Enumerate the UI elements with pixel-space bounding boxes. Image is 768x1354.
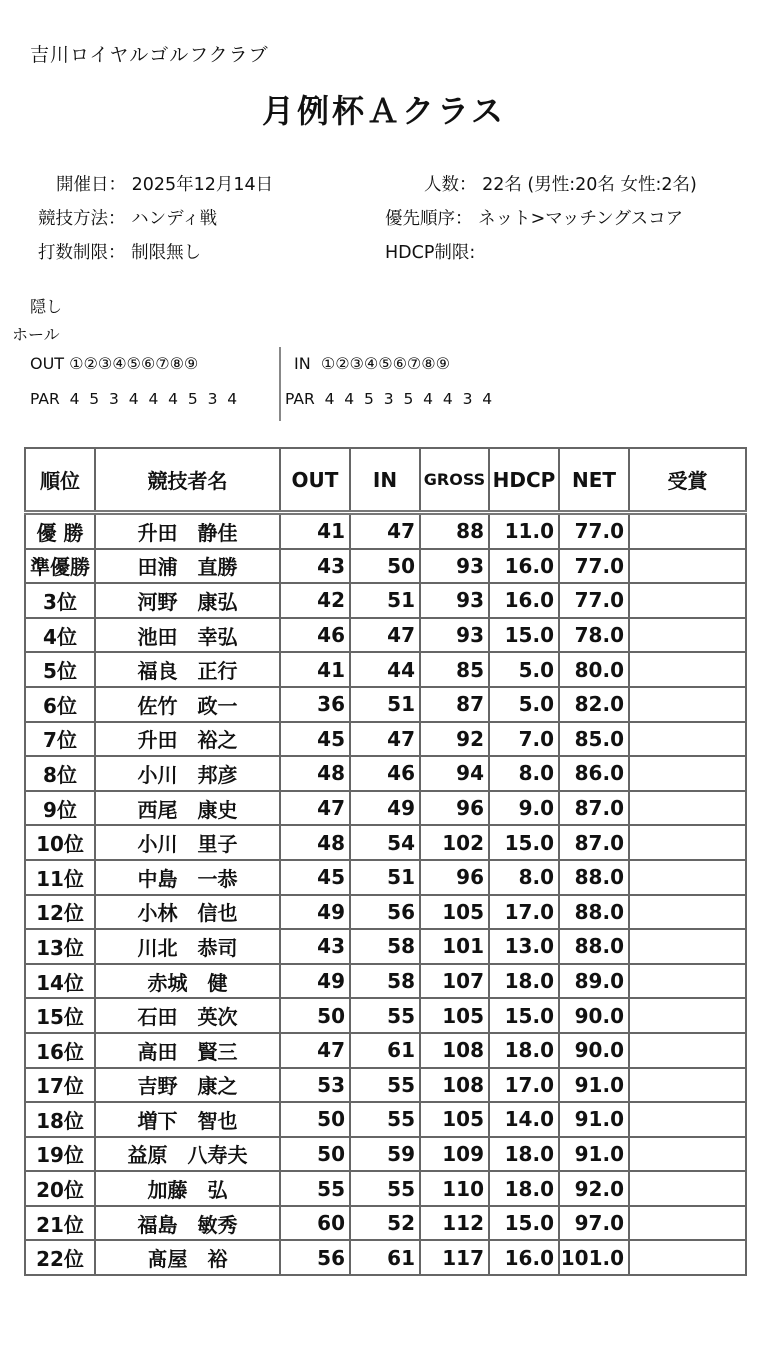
cell-name: 池田 幸弘 — [95, 618, 280, 653]
count-label: 人数： — [424, 175, 477, 195]
cell-net: 82.0 — [559, 687, 629, 722]
limit-label: 打数制限： — [38, 243, 126, 263]
cell-hdcp: 15.0 — [489, 825, 559, 860]
cell-out: 42 — [280, 583, 350, 618]
method-row — [38, 205, 217, 230]
cell-award — [629, 756, 746, 791]
cell-name: 小川 里子 — [95, 825, 280, 860]
cell-out: 41 — [280, 652, 350, 687]
table-row — [25, 1137, 746, 1172]
cell-net: 89.0 — [559, 964, 629, 999]
limit-row — [38, 239, 201, 264]
cell-gross: 85 — [420, 652, 489, 687]
table-row — [25, 1240, 746, 1275]
cell-net: 87.0 — [559, 825, 629, 860]
cell-name: 佐竹 政一 — [95, 687, 280, 722]
cell-award — [629, 998, 746, 1033]
date-value: 2025年12月14日 — [131, 175, 274, 195]
cell-hdcp: 18.0 — [489, 1171, 559, 1206]
cell-hdcp: 11.0 — [489, 513, 559, 549]
cell-hdcp: 15.0 — [489, 1206, 559, 1241]
cell-gross: 102 — [420, 825, 489, 860]
cell-award — [629, 1068, 746, 1103]
cell-in: 44 — [350, 652, 420, 687]
cell-net: 101.0 — [559, 1240, 629, 1275]
cell-name: 石田 英次 — [95, 998, 280, 1033]
header-in: IN — [350, 448, 420, 513]
cell-out: 48 — [280, 825, 350, 860]
cell-hdcp: 8.0 — [489, 860, 559, 895]
cell-name: 小川 邦彦 — [95, 756, 280, 791]
count-value: 22名 (男性:20名 女性:2名) — [482, 175, 697, 195]
table-row — [25, 929, 746, 964]
cell-gross: 105 — [420, 1102, 489, 1137]
header-rank: 順位 — [25, 448, 95, 513]
priority-label: 優先順序： — [385, 209, 473, 229]
cell-net: 77.0 — [559, 513, 629, 549]
cell-rank: 優 勝 — [25, 513, 95, 549]
cell-rank: 4位 — [25, 618, 95, 653]
cell-hdcp: 8.0 — [489, 756, 559, 791]
hdcp-limit-row — [385, 239, 475, 264]
header-out: OUT — [280, 448, 350, 513]
table-row — [25, 964, 746, 999]
out-holes-row: OUT ①②③④⑤⑥⑦⑧⑨ — [30, 354, 199, 373]
cell-in: 49 — [350, 791, 420, 826]
cell-in: 52 — [350, 1206, 420, 1241]
cell-award — [629, 1206, 746, 1241]
table-row — [25, 1171, 746, 1206]
cell-in: 51 — [350, 687, 420, 722]
table-row — [25, 1033, 746, 1068]
cell-name: 川北 恭司 — [95, 929, 280, 964]
cell-name: 升田 静佳 — [95, 513, 280, 549]
cell-gross: 96 — [420, 860, 489, 895]
cell-in: 54 — [350, 825, 420, 860]
cell-gross: 108 — [420, 1033, 489, 1068]
cell-name: 加藤 弘 — [95, 1171, 280, 1206]
cell-in: 55 — [350, 1068, 420, 1103]
cell-gross: 92 — [420, 722, 489, 757]
cell-name: 吉野 康之 — [95, 1068, 280, 1103]
cell-out: 47 — [280, 1033, 350, 1068]
cell-award — [629, 513, 746, 549]
cell-gross: 108 — [420, 1068, 489, 1103]
table-row — [25, 722, 746, 757]
method-label: 競技方法： — [38, 209, 126, 229]
cell-name: 益原 八寿夫 — [95, 1137, 280, 1172]
cell-net: 97.0 — [559, 1206, 629, 1241]
cell-net: 88.0 — [559, 895, 629, 930]
in-par-row: PAR 4 4 5 3 5 4 4 3 4 — [285, 390, 493, 408]
cell-hdcp: 16.0 — [489, 1240, 559, 1275]
cell-rank: 20位 — [25, 1171, 95, 1206]
hidden-holes-label-1: 隠し — [30, 297, 63, 316]
cell-rank: 準優勝 — [25, 549, 95, 584]
cell-in: 61 — [350, 1033, 420, 1068]
cell-name: 河野 康弘 — [95, 583, 280, 618]
header-gross: GROSS — [420, 448, 489, 513]
cell-in: 51 — [350, 860, 420, 895]
cell-gross: 109 — [420, 1137, 489, 1172]
cell-rank: 13位 — [25, 929, 95, 964]
cell-gross: 112 — [420, 1206, 489, 1241]
table-row — [25, 1206, 746, 1241]
cell-name: 西尾 康史 — [95, 791, 280, 826]
cell-out: 45 — [280, 860, 350, 895]
cell-gross: 105 — [420, 895, 489, 930]
page-title: 月例杯Ａクラス — [261, 92, 507, 130]
table-row — [25, 756, 746, 791]
holes-divider — [279, 347, 281, 421]
cell-hdcp: 17.0 — [489, 895, 559, 930]
cell-gross: 101 — [420, 929, 489, 964]
cell-rank: 12位 — [25, 895, 95, 930]
cell-award — [629, 895, 746, 930]
table-header-row — [25, 448, 746, 513]
cell-out: 41 — [280, 513, 350, 549]
cell-out: 45 — [280, 722, 350, 757]
cell-name: 田浦 直勝 — [95, 549, 280, 584]
cell-award — [629, 1137, 746, 1172]
cell-hdcp: 9.0 — [489, 791, 559, 826]
cell-in: 50 — [350, 549, 420, 584]
cell-net: 88.0 — [559, 929, 629, 964]
cell-out: 50 — [280, 1102, 350, 1137]
cell-name: 升田 裕之 — [95, 722, 280, 757]
table-row — [25, 825, 746, 860]
table-row — [25, 549, 746, 584]
table-row — [25, 652, 746, 687]
cell-award — [629, 549, 746, 584]
cell-rank: 8位 — [25, 756, 95, 791]
cell-rank: 21位 — [25, 1206, 95, 1241]
priority-value: ネット>マッチングスコア — [478, 209, 684, 229]
cell-award — [629, 583, 746, 618]
hidden-holes-label-2: ホール — [12, 325, 60, 344]
cell-rank: 19位 — [25, 1137, 95, 1172]
cell-hdcp: 5.0 — [489, 652, 559, 687]
cell-net: 77.0 — [559, 583, 629, 618]
cell-hdcp: 5.0 — [489, 687, 559, 722]
cell-out: 47 — [280, 791, 350, 826]
cell-net: 77.0 — [559, 549, 629, 584]
cell-net: 90.0 — [559, 998, 629, 1033]
cell-gross: 94 — [420, 756, 489, 791]
cell-out: 46 — [280, 618, 350, 653]
out-par-row: PAR 4 5 3 4 4 4 5 3 4 — [30, 390, 238, 408]
header-net: NET — [559, 448, 629, 513]
cell-rank: 7位 — [25, 722, 95, 757]
cell-out: 43 — [280, 929, 350, 964]
cell-name: 福島 敏秀 — [95, 1206, 280, 1241]
cell-in: 46 — [350, 756, 420, 791]
cell-hdcp: 18.0 — [489, 964, 559, 999]
cell-hdcp: 16.0 — [489, 549, 559, 584]
cell-net: 91.0 — [559, 1137, 629, 1172]
cell-hdcp: 17.0 — [489, 1068, 559, 1103]
cell-out: 49 — [280, 895, 350, 930]
cell-gross: 96 — [420, 791, 489, 826]
cell-award — [629, 825, 746, 860]
header-name: 競技者名 — [95, 448, 280, 513]
cell-award — [629, 722, 746, 757]
cell-out: 43 — [280, 549, 350, 584]
cell-gross: 93 — [420, 549, 489, 584]
cell-rank: 10位 — [25, 825, 95, 860]
cell-rank: 16位 — [25, 1033, 95, 1068]
cell-rank: 17位 — [25, 1068, 95, 1103]
table-row — [25, 998, 746, 1033]
cell-net: 90.0 — [559, 1033, 629, 1068]
cell-award — [629, 1033, 746, 1068]
cell-out: 50 — [280, 998, 350, 1033]
table-row — [25, 583, 746, 618]
cell-award — [629, 687, 746, 722]
table-row — [25, 513, 746, 549]
table-row — [25, 1102, 746, 1137]
results-table — [24, 447, 747, 1276]
cell-rank: 22位 — [25, 1240, 95, 1275]
cell-name: 髙屋 裕 — [95, 1240, 280, 1275]
cell-name: 福良 正行 — [95, 652, 280, 687]
cell-award — [629, 791, 746, 826]
cell-out: 55 — [280, 1171, 350, 1206]
cell-name: 増下 智也 — [95, 1102, 280, 1137]
cell-out: 53 — [280, 1068, 350, 1103]
cell-name: 中島 一恭 — [95, 860, 280, 895]
cell-rank: 9位 — [25, 791, 95, 826]
cell-net: 91.0 — [559, 1102, 629, 1137]
cell-in: 55 — [350, 998, 420, 1033]
cell-gross: 110 — [420, 1171, 489, 1206]
cell-award — [629, 860, 746, 895]
table-row — [25, 860, 746, 895]
cell-in: 56 — [350, 895, 420, 930]
cell-award — [629, 1171, 746, 1206]
cell-out: 50 — [280, 1137, 350, 1172]
cell-hdcp: 7.0 — [489, 722, 559, 757]
cell-gross: 88 — [420, 513, 489, 549]
count-row — [424, 171, 697, 196]
cell-name: 赤城 健 — [95, 964, 280, 999]
cell-rank: 3位 — [25, 583, 95, 618]
cell-rank: 15位 — [25, 998, 95, 1033]
cell-rank: 11位 — [25, 860, 95, 895]
table-row — [25, 791, 746, 826]
cell-hdcp: 15.0 — [489, 618, 559, 653]
cell-name: 高田 賢三 — [95, 1033, 280, 1068]
cell-in: 47 — [350, 618, 420, 653]
cell-net: 91.0 — [559, 1068, 629, 1103]
cell-net: 85.0 — [559, 722, 629, 757]
priority-row — [385, 205, 683, 230]
cell-in: 55 — [350, 1171, 420, 1206]
cell-hdcp: 18.0 — [489, 1137, 559, 1172]
cell-in: 59 — [350, 1137, 420, 1172]
table-row — [25, 687, 746, 722]
cell-gross: 107 — [420, 964, 489, 999]
cell-award — [629, 964, 746, 999]
cell-gross: 117 — [420, 1240, 489, 1275]
cell-award — [629, 1240, 746, 1275]
cell-out: 36 — [280, 687, 350, 722]
cell-in: 51 — [350, 583, 420, 618]
limit-value: 制限無し — [131, 243, 202, 263]
cell-in: 61 — [350, 1240, 420, 1275]
date-row — [56, 171, 273, 196]
hdcp-limit-label: HDCP制限: — [385, 243, 476, 263]
cell-hdcp: 15.0 — [489, 998, 559, 1033]
cell-hdcp: 16.0 — [489, 583, 559, 618]
cell-gross: 105 — [420, 998, 489, 1033]
cell-award — [629, 1102, 746, 1137]
cell-net: 80.0 — [559, 652, 629, 687]
cell-award — [629, 652, 746, 687]
cell-rank: 5位 — [25, 652, 95, 687]
cell-gross: 93 — [420, 618, 489, 653]
date-label: 開催日： — [56, 175, 126, 195]
cell-gross: 93 — [420, 583, 489, 618]
in-holes-row: IN ①②③④⑤⑥⑦⑧⑨ — [294, 354, 450, 373]
cell-rank: 14位 — [25, 964, 95, 999]
cell-in: 55 — [350, 1102, 420, 1137]
cell-name: 小林 信也 — [95, 895, 280, 930]
cell-award — [629, 618, 746, 653]
table-row — [25, 895, 746, 930]
cell-net: 87.0 — [559, 791, 629, 826]
cell-rank: 18位 — [25, 1102, 95, 1137]
cell-rank: 6位 — [25, 687, 95, 722]
method-value: ハンディ戦 — [131, 209, 218, 229]
cell-gross: 87 — [420, 687, 489, 722]
cell-out: 49 — [280, 964, 350, 999]
cell-net: 88.0 — [559, 860, 629, 895]
cell-net: 86.0 — [559, 756, 629, 791]
cell-in: 58 — [350, 929, 420, 964]
cell-hdcp: 13.0 — [489, 929, 559, 964]
cell-out: 56 — [280, 1240, 350, 1275]
cell-out: 60 — [280, 1206, 350, 1241]
cell-net: 92.0 — [559, 1171, 629, 1206]
header-award: 受賞 — [629, 448, 746, 513]
cell-in: 58 — [350, 964, 420, 999]
club-name: 吉川ロイヤルゴルフクラブ — [30, 44, 269, 66]
cell-in: 47 — [350, 722, 420, 757]
cell-award — [629, 929, 746, 964]
header-hdcp: HDCP — [489, 448, 559, 513]
cell-out: 48 — [280, 756, 350, 791]
table-row — [25, 1068, 746, 1103]
cell-net: 78.0 — [559, 618, 629, 653]
table-row — [25, 618, 746, 653]
cell-hdcp: 14.0 — [489, 1102, 559, 1137]
cell-hdcp: 18.0 — [489, 1033, 559, 1068]
cell-in: 47 — [350, 513, 420, 549]
